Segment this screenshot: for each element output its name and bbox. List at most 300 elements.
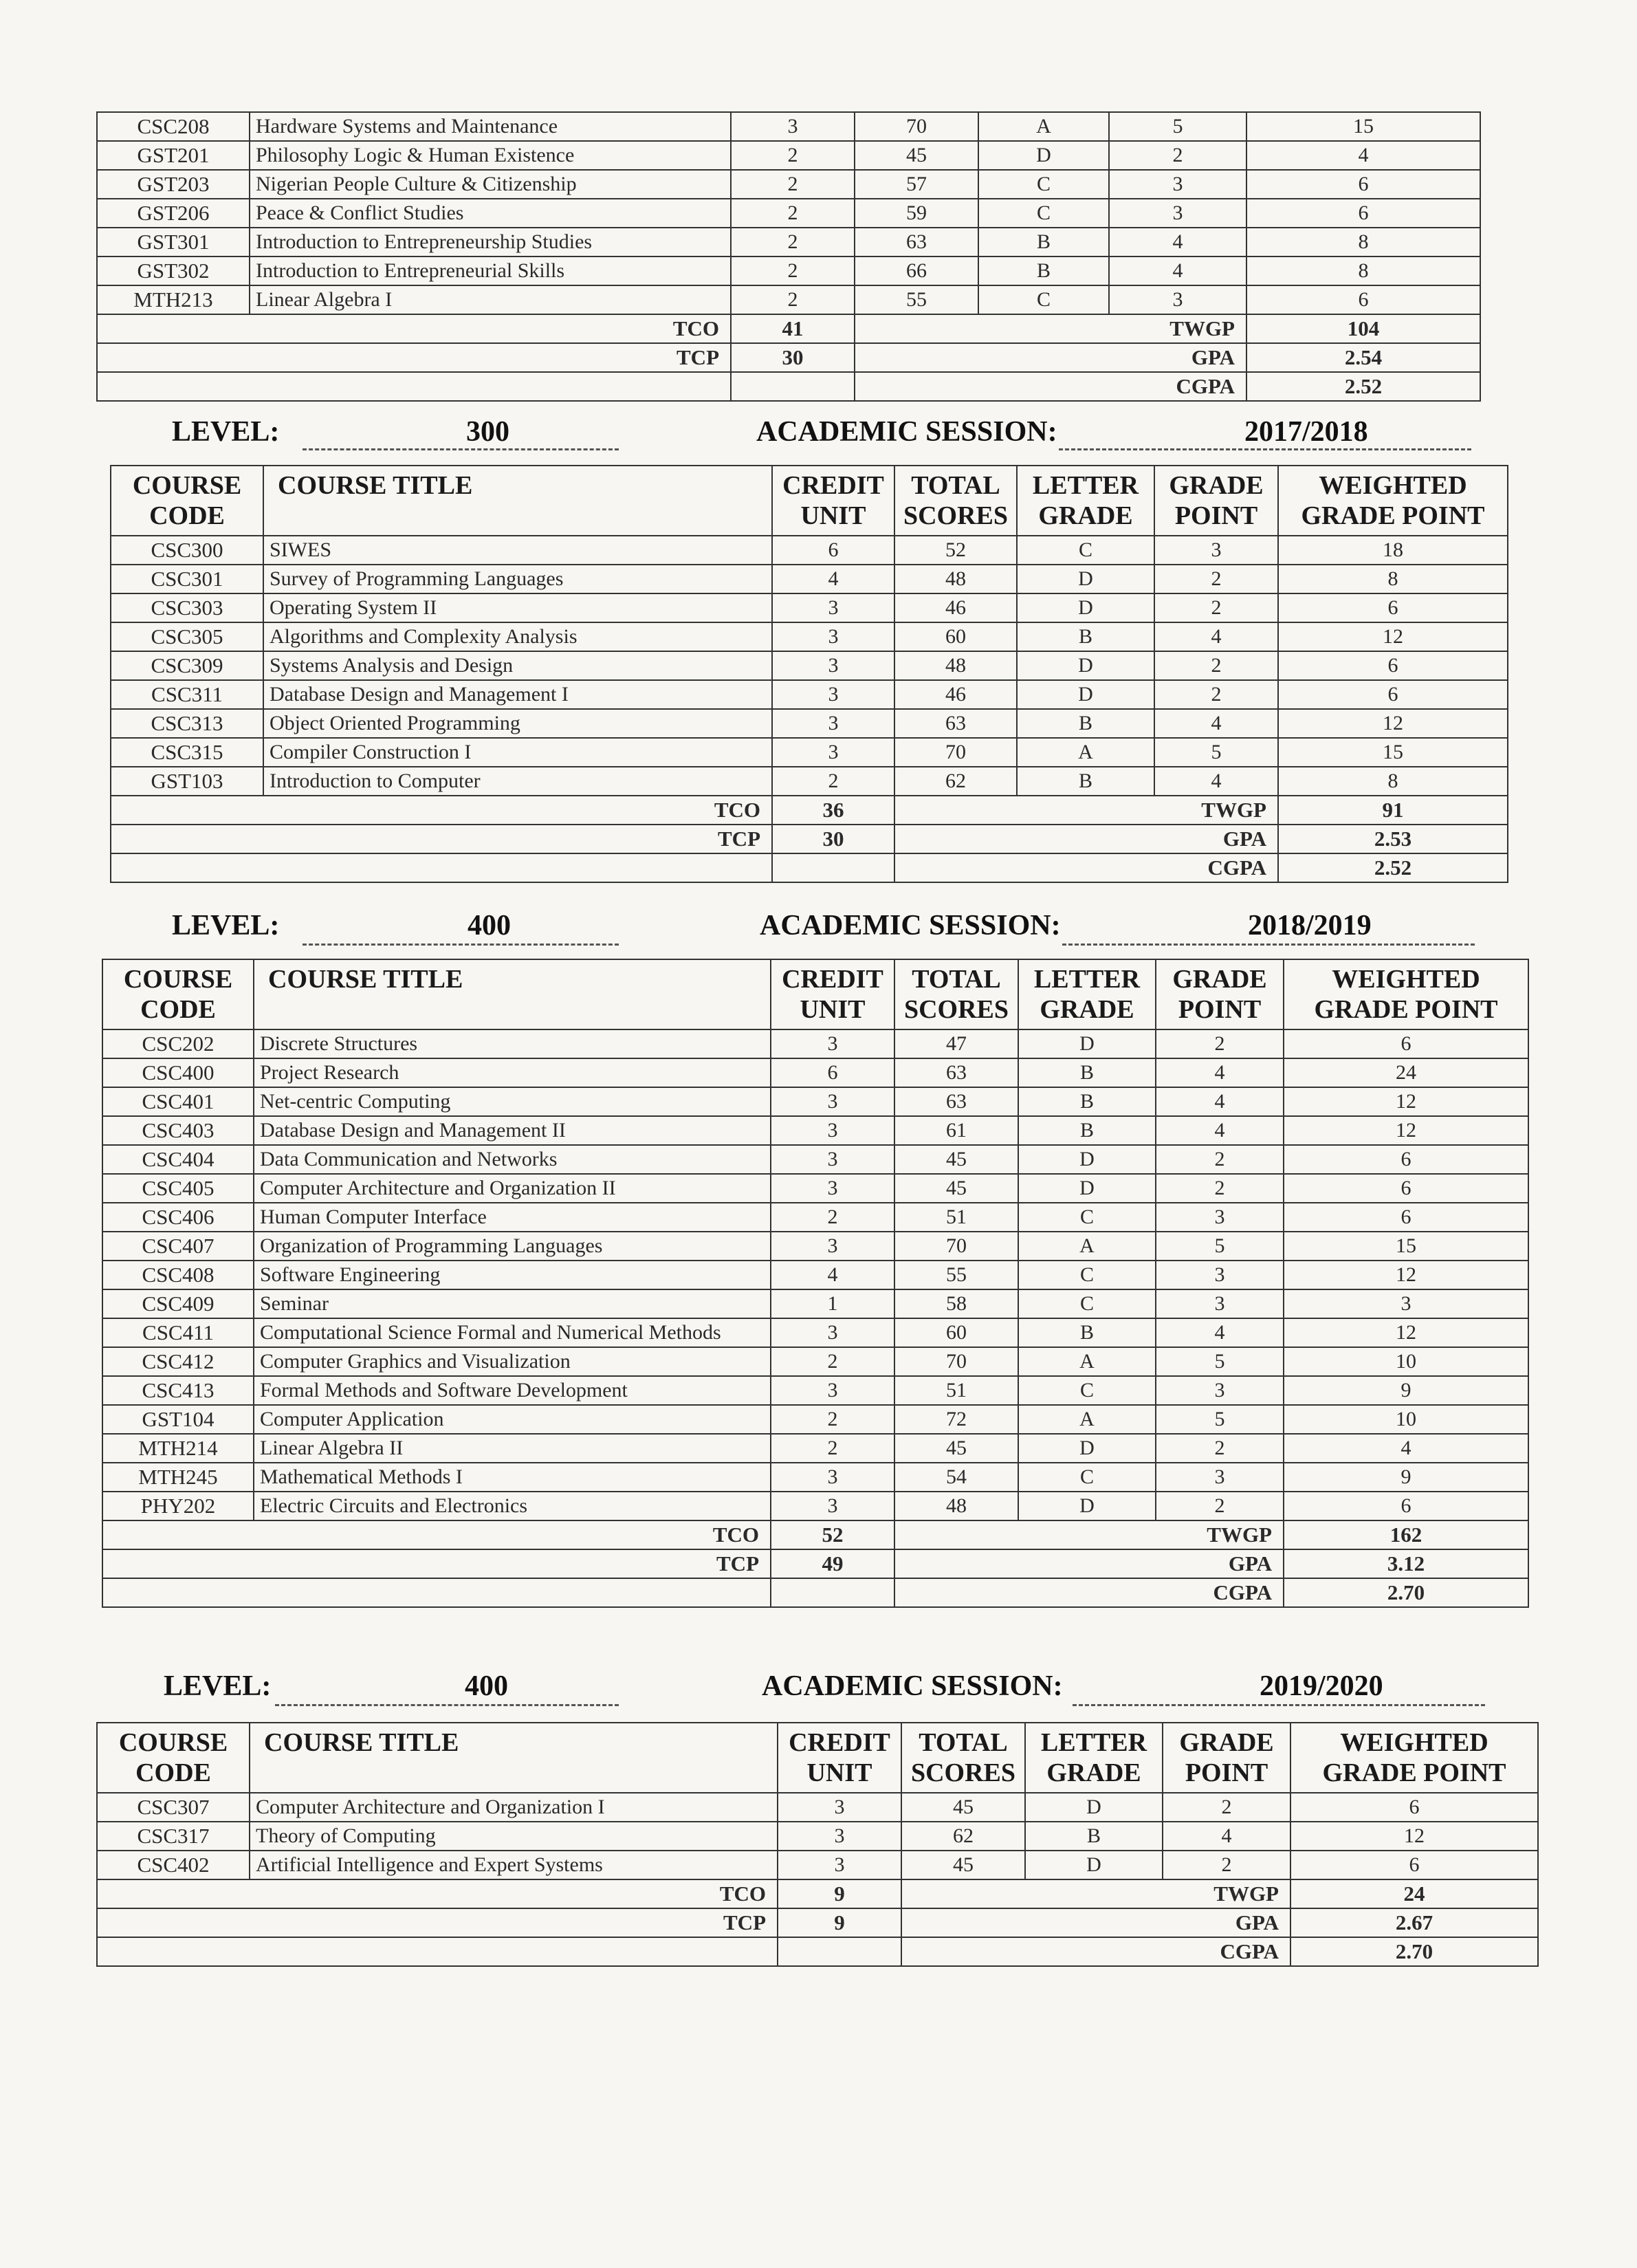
course-title: Software Engineering [254,1261,771,1289]
course-code: CSC317 [97,1822,250,1851]
table-row [97,1822,1538,1851]
weighted-grade-point: 6 [1290,1851,1538,1879]
summary-row [111,853,1508,882]
total-score: 60 [894,1318,1018,1347]
course-title: Organization of Programming Languages [254,1232,771,1261]
column-header-total: TOTAL SCORES [894,466,1017,536]
credit-unit: 2 [771,1347,894,1376]
letter-grade: A [978,112,1109,141]
total-score: 70 [894,1347,1018,1376]
letter-grade: C [1018,1463,1156,1492]
letter-grade: D [1018,1029,1156,1058]
level-value: 300 [466,416,509,448]
table-row [111,767,1508,796]
total-score: 45 [901,1851,1025,1879]
tcp-value: 9 [778,1908,901,1937]
weighted-grade-point: 8 [1278,767,1508,796]
grade-point: 2 [1156,1434,1284,1463]
blank-label [111,853,772,882]
letter-grade: D [1018,1434,1156,1463]
grade-point: 4 [1156,1318,1284,1347]
summary-row [102,1578,1528,1607]
results-table-body [102,1029,1528,1607]
table-row [102,1434,1528,1463]
course-title: Nigerian People Culture & Citizenship [250,170,731,199]
credit-unit: 3 [771,1376,894,1405]
course-code: CSC305 [111,622,263,651]
course-title: Introduction to Computer [263,767,772,796]
weighted-grade-point: 8 [1246,257,1480,285]
summary-row [97,1879,1538,1908]
total-score: 61 [894,1116,1018,1145]
course-title: Introduction to Entrepreneurial Skills [250,257,731,285]
grade-point: 3 [1156,1203,1284,1232]
table-row [102,1174,1528,1203]
total-score: 60 [894,622,1017,651]
session-value: 2019/2020 [1260,1670,1383,1702]
weighted-grade-point: 12 [1278,709,1508,738]
weighted-grade-point: 6 [1284,1492,1528,1520]
tco-label: TCO [102,1520,771,1549]
course-title: Computer Architecture and Organization II [254,1174,771,1203]
total-score: 45 [894,1174,1018,1203]
summary-row [97,314,1480,343]
course-title: Human Computer Interface [254,1203,771,1232]
letter-grade: D [1017,651,1154,680]
total-score: 70 [894,1232,1018,1261]
weighted-grade-point: 18 [1278,536,1508,565]
total-score: 51 [894,1376,1018,1405]
session-label: ACADEMIC SESSION: [762,1670,1063,1702]
twgp-value: 24 [1290,1879,1538,1908]
table-row [102,1376,1528,1405]
course-code: CSC300 [111,536,263,565]
total-score: 51 [894,1203,1018,1232]
table-row [102,1405,1528,1434]
course-code: CSC311 [111,680,263,709]
grade-point: 3 [1156,1289,1284,1318]
grade-point: 3 [1156,1261,1284,1289]
weighted-grade-point: 15 [1246,112,1480,141]
total-score: 63 [894,709,1017,738]
level-underline [303,944,619,946]
course-code: MTH245 [102,1463,254,1492]
course-title: Formal Methods and Software Development [254,1376,771,1405]
tco-value: 52 [771,1520,894,1549]
column-header-code: COURSE CODE [102,959,254,1029]
gpa-value: 2.54 [1246,343,1480,372]
summary-row [102,1520,1528,1549]
twgp-label: TWGP [855,314,1246,343]
credit-unit: 4 [771,1261,894,1289]
weighted-grade-point: 3 [1284,1289,1528,1318]
credit-unit: 2 [731,285,855,314]
weighted-grade-point: 12 [1284,1087,1528,1116]
tco-value: 36 [772,796,894,825]
level-header [172,415,279,448]
letter-grade: D [1018,1492,1156,1520]
table-row [97,199,1480,228]
grade-point: 4 [1109,257,1246,285]
column-header-weighted: WEIGHTED GRADE POINT [1284,959,1528,1029]
grade-point: 2 [1154,651,1278,680]
grade-point: 2 [1154,680,1278,709]
total-score: 62 [901,1822,1025,1851]
results-table-level-200 [96,111,1481,402]
weighted-grade-point: 4 [1246,141,1480,170]
course-title: Hardware Systems and Maintenance [250,112,731,141]
weighted-grade-point: 12 [1290,1822,1538,1851]
level-label: LEVEL: [172,416,280,448]
gpa-value: 2.53 [1278,825,1508,853]
course-code: CSC407 [102,1232,254,1261]
credit-unit: 3 [772,622,894,651]
total-score: 57 [855,170,978,199]
course-code: CSC405 [102,1174,254,1203]
weighted-grade-point: 4 [1284,1434,1528,1463]
course-title: Mathematical Methods I [254,1463,771,1492]
letter-grade: A [1018,1347,1156,1376]
grade-point: 5 [1156,1347,1284,1376]
credit-unit: 3 [771,1116,894,1145]
tcp-label: TCP [102,1549,771,1578]
credit-unit: 3 [771,1463,894,1492]
total-score: 66 [855,257,978,285]
tcp-label: TCP [111,825,772,853]
letter-grade: C [1018,1376,1156,1405]
grade-point: 5 [1156,1405,1284,1434]
table-row [102,1261,1528,1289]
credit-unit: 3 [772,680,894,709]
total-score: 63 [855,228,978,257]
column-header-letter: LETTER GRADE [1018,959,1156,1029]
total-score: 48 [894,651,1017,680]
column-header-title: COURSE TITLE [254,959,771,1029]
course-title: Linear Algebra II [254,1434,771,1463]
session-header [756,415,1057,448]
letter-grade: D [978,141,1109,170]
table-row [102,1463,1528,1492]
course-title: Compiler Construction I [263,738,772,767]
weighted-grade-point: 9 [1284,1463,1528,1492]
course-code: GST104 [102,1405,254,1434]
grade-point: 4 [1156,1058,1284,1087]
blank-value [771,1578,894,1607]
column-header-credit: CREDIT UNIT [778,1723,901,1793]
letter-grade: C [1018,1289,1156,1318]
credit-unit: 2 [731,170,855,199]
course-title: Data Communication and Networks [254,1145,771,1174]
level-value: 400 [468,910,511,941]
grade-point: 4 [1109,228,1246,257]
column-header-title: COURSE TITLE [263,466,772,536]
level-header [172,909,279,942]
twgp-label: TWGP [901,1879,1290,1908]
credit-unit: 1 [771,1289,894,1318]
table-row [111,738,1508,767]
course-title: Database Design and Management II [254,1116,771,1145]
total-score: 48 [894,565,1017,593]
results-table-body [111,536,1508,882]
course-code: CSC403 [102,1116,254,1145]
letter-grade: C [1017,536,1154,565]
gpa-label: GPA [855,343,1246,372]
level-underline [303,448,619,450]
credit-unit: 2 [731,228,855,257]
total-score: 63 [894,1058,1018,1087]
column-header-title: COURSE TITLE [250,1723,778,1793]
credit-unit: 3 [771,1174,894,1203]
blank-value [731,372,855,401]
course-code: CSC202 [102,1029,254,1058]
tcp-value: 30 [731,343,855,372]
column-header-letter: LETTER GRADE [1017,466,1154,536]
weighted-grade-point: 6 [1284,1203,1528,1232]
credit-unit: 3 [772,593,894,622]
twgp-label: TWGP [894,796,1278,825]
letter-grade: B [978,257,1109,285]
letter-grade: A [1018,1405,1156,1434]
weighted-grade-point: 6 [1284,1174,1528,1203]
course-title: Linear Algebra I [250,285,731,314]
credit-unit: 2 [771,1434,894,1463]
session-value: 2017/2018 [1244,416,1368,448]
table-row [102,1492,1528,1520]
total-score: 55 [894,1261,1018,1289]
course-code: CSC408 [102,1261,254,1289]
header-row [111,466,1508,536]
total-score: 45 [901,1793,1025,1822]
summary-row [97,343,1480,372]
table-row [97,285,1480,314]
grade-point: 4 [1154,709,1278,738]
column-header-code: COURSE CODE [111,466,263,536]
column-header-total: TOTAL SCORES [901,1723,1025,1793]
total-score: 58 [894,1289,1018,1318]
credit-unit: 2 [731,141,855,170]
cgpa-label: CGPA [894,1578,1284,1607]
course-code: GST203 [97,170,250,199]
table-row [102,1289,1528,1318]
letter-grade: C [1018,1261,1156,1289]
weighted-grade-point: 6 [1284,1145,1528,1174]
letter-grade: A [1018,1232,1156,1261]
course-code: CSC307 [97,1793,250,1822]
weighted-grade-point: 6 [1278,680,1508,709]
cgpa-label: CGPA [901,1937,1290,1966]
cgpa-value: 2.52 [1246,372,1480,401]
table-row [111,680,1508,709]
course-code: GST201 [97,141,250,170]
course-title: Object Oriented Programming [263,709,772,738]
twgp-label: TWGP [894,1520,1284,1549]
table-header [111,466,1508,536]
cgpa-label: CGPA [894,853,1278,882]
course-title: Computational Science Formal and Numerical Methods [254,1318,771,1347]
cgpa-label: CGPA [855,372,1246,401]
total-score: 46 [894,680,1017,709]
gpa-label: GPA [894,1549,1284,1578]
grade-point: 4 [1154,767,1278,796]
tco-label: TCO [97,1879,778,1908]
course-code: GST206 [97,199,250,228]
session-value: 2018/2019 [1248,910,1372,941]
credit-unit: 3 [772,709,894,738]
weighted-grade-point: 6 [1278,651,1508,680]
letter-grade: A [1017,738,1154,767]
table-row [111,565,1508,593]
tcp-value: 30 [772,825,894,853]
results-table-body [97,112,1480,401]
session-label: ACADEMIC SESSION: [756,416,1057,448]
grade-point: 5 [1156,1232,1284,1261]
weighted-grade-point: 8 [1278,565,1508,593]
letter-grade: B [1017,622,1154,651]
credit-unit: 3 [731,112,855,141]
weighted-grade-point: 15 [1284,1232,1528,1261]
weighted-grade-point: 8 [1246,228,1480,257]
letter-grade: D [1017,680,1154,709]
total-score: 62 [894,767,1017,796]
letter-grade: D [1025,1793,1163,1822]
course-title: Discrete Structures [254,1029,771,1058]
gpa-label: GPA [894,825,1278,853]
grade-point: 2 [1154,593,1278,622]
column-header-letter: LETTER GRADE [1025,1723,1163,1793]
credit-unit: 2 [771,1203,894,1232]
grade-point: 3 [1154,536,1278,565]
letter-grade: D [1025,1851,1163,1879]
level-value: 400 [465,1670,508,1702]
course-title: Algorithms and Complexity Analysis [263,622,772,651]
letter-grade: B [1018,1318,1156,1347]
course-title: Computer Graphics and Visualization [254,1347,771,1376]
credit-unit: 3 [771,1087,894,1116]
grade-point: 4 [1163,1822,1290,1851]
header-row [102,959,1528,1029]
course-title: Net-centric Computing [254,1087,771,1116]
grade-point: 2 [1156,1029,1284,1058]
session-underline [1059,448,1471,450]
tcp-value: 49 [771,1549,894,1578]
column-header-total: TOTAL SCORES [894,959,1018,1029]
summary-row [97,1937,1538,1966]
weighted-grade-point: 12 [1284,1318,1528,1347]
letter-grade: D [1018,1174,1156,1203]
session-label: ACADEMIC SESSION: [760,910,1061,941]
grade-point: 3 [1109,170,1246,199]
letter-grade: D [1017,593,1154,622]
grade-point: 2 [1163,1851,1290,1879]
total-score: 47 [894,1029,1018,1058]
blank-label [97,1937,778,1966]
course-title: Computer Architecture and Organization I [250,1793,778,1822]
course-code: CSC315 [111,738,263,767]
results-table-level-400-2019 [96,1722,1539,1967]
course-code: MTH214 [102,1434,254,1463]
table-row [111,536,1508,565]
total-score: 63 [894,1087,1018,1116]
grade-point: 2 [1109,141,1246,170]
weighted-grade-point: 12 [1284,1116,1528,1145]
credit-unit: 3 [778,1793,901,1822]
tco-label: TCO [111,796,772,825]
credit-unit: 3 [771,1232,894,1261]
grade-point: 3 [1156,1376,1284,1405]
weighted-grade-point: 12 [1278,622,1508,651]
grade-point: 5 [1154,738,1278,767]
letter-grade: B [1018,1116,1156,1145]
table-header [102,959,1528,1029]
grade-point: 2 [1163,1793,1290,1822]
course-code: GST103 [111,767,263,796]
course-title: SIWES [263,536,772,565]
letter-grade: B [1018,1087,1156,1116]
total-score: 48 [894,1492,1018,1520]
grade-point: 3 [1156,1463,1284,1492]
weighted-grade-point: 6 [1284,1029,1528,1058]
weighted-grade-point: 9 [1284,1376,1528,1405]
course-code: CSC412 [102,1347,254,1376]
total-score: 45 [894,1145,1018,1174]
cgpa-value: 2.70 [1290,1937,1538,1966]
total-score: 70 [894,738,1017,767]
header-row [97,1723,1538,1793]
credit-unit: 3 [778,1822,901,1851]
course-code: CSC406 [102,1203,254,1232]
table-row [97,257,1480,285]
credit-unit: 3 [778,1851,901,1879]
total-score: 72 [894,1405,1018,1434]
credit-unit: 2 [771,1405,894,1434]
course-code: GST302 [97,257,250,285]
credit-unit: 6 [771,1058,894,1087]
course-code: CSC401 [102,1087,254,1116]
summary-row [111,825,1508,853]
table-header [97,1723,1538,1793]
table-row [111,593,1508,622]
credit-unit: 2 [731,257,855,285]
grade-point: 4 [1156,1116,1284,1145]
grade-point: 2 [1156,1492,1284,1520]
credit-unit: 6 [772,536,894,565]
course-code: CSC402 [97,1851,250,1879]
letter-grade: D [1018,1145,1156,1174]
weighted-grade-point: 6 [1246,285,1480,314]
course-title: Electric Circuits and Electronics [254,1492,771,1520]
session-header [760,909,1061,942]
grade-point: 3 [1109,199,1246,228]
level-label: LEVEL: [164,1670,272,1702]
table-row [102,1347,1528,1376]
summary-row [111,796,1508,825]
table-row [102,1116,1528,1145]
course-title: Database Design and Management I [263,680,772,709]
tcp-label: TCP [97,343,731,372]
total-score: 55 [855,285,978,314]
grade-point: 2 [1154,565,1278,593]
course-title: Survey of Programming Languages [263,565,772,593]
course-title: Theory of Computing [250,1822,778,1851]
weighted-grade-point: 6 [1246,199,1480,228]
credit-unit: 4 [772,565,894,593]
course-title: Philosophy Logic & Human Existence [250,141,731,170]
results-table-level-400-2018 [102,959,1529,1608]
weighted-grade-point: 10 [1284,1347,1528,1376]
weighted-grade-point: 24 [1284,1058,1528,1087]
letter-grade: B [1025,1822,1163,1851]
course-code: CSC313 [111,709,263,738]
